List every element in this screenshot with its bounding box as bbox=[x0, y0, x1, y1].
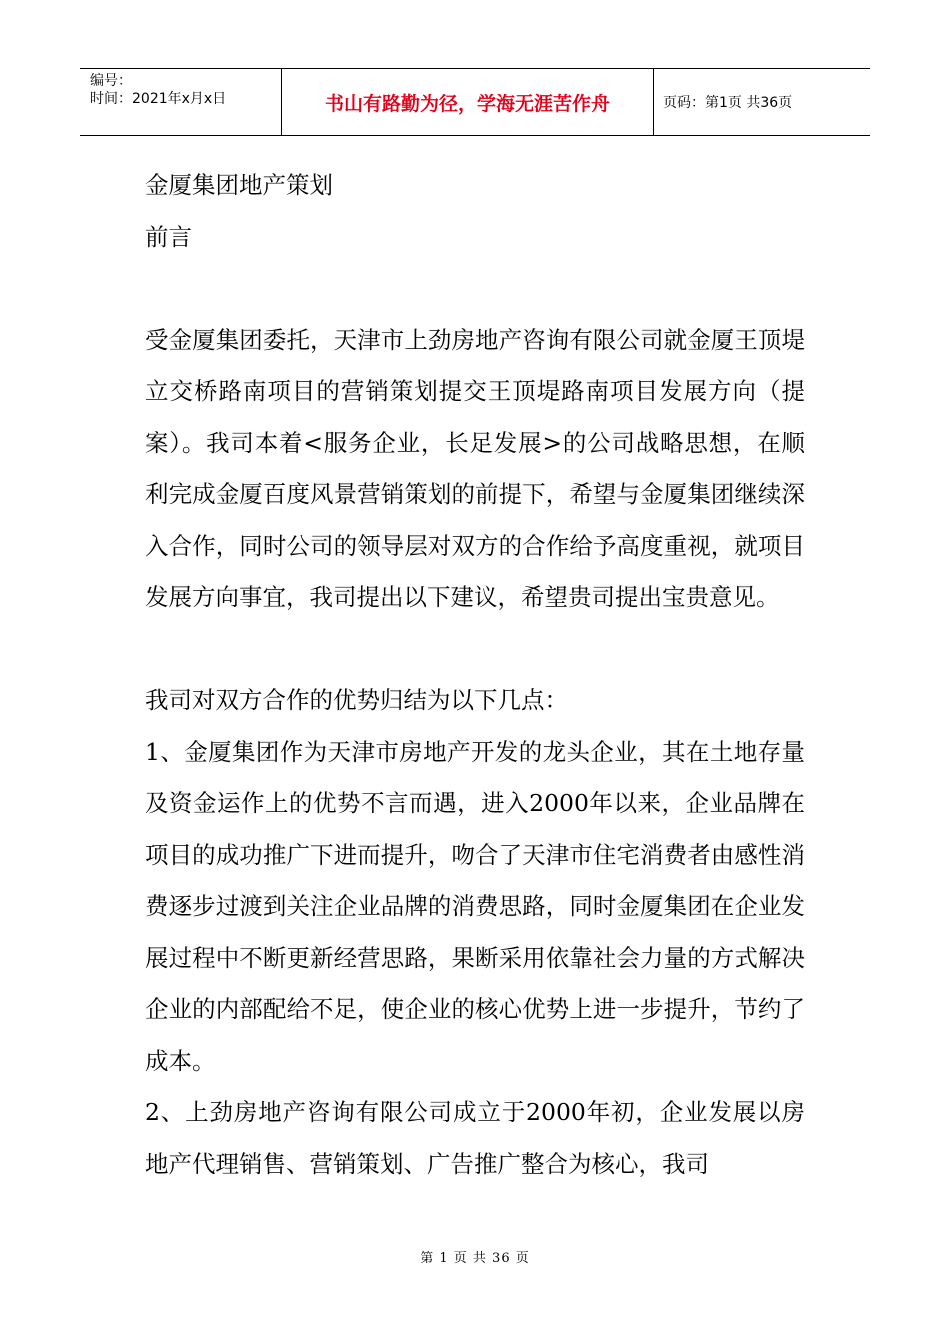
document-body bbox=[145, 160, 805, 1190]
intro-paragraph: 受金厦集团委托，天津市上劲房地产咨询有限公司就金厦王顶堤立交桥路南项目的营销策划提交王顶堤路南项目发展方向（提案）。我司本着<服务企业，长足发展>的公司战略思想，在顺利完成金厦百度风景营销策划的前提下，希望与金厦集团继续深入合作，同时公司的领导层对双方的合作给予高度重视，就项目发展方向事宜，我司提出以下建议，希望贵司提出宝贵意见。 bbox=[145, 325, 805, 611]
header-page-info bbox=[654, 69, 870, 135]
header-motto-text: 书山有路勤为径，学海无涯苦作舟 bbox=[324, 92, 610, 115]
header-motto bbox=[281, 69, 654, 135]
spacer bbox=[145, 624, 805, 676]
header-date-label: 时间：2021年x月x日 bbox=[90, 91, 227, 107]
point-1-paragraph: 1、金厦集团作为天津市房地产开发的龙头企业，其在土地存量及资金运作上的优势不言而遇，进入2000年以来，企业品牌在项目的成功推广下进而提升，吻合了天津市住宅消费者由感性消费逐步过渡到关注企业品牌的消费思路，同时金厦集团在企业发展过程中不断更新经营思路，果断采用依靠社会力量的方式解决企业的内部配给不足，使企业的核心优势上进一步提升，节约了成本。 bbox=[145, 737, 805, 1075]
page-footer: 第 1 页 共 36 页 bbox=[420, 1251, 530, 1266]
document-subtitle: 前言 bbox=[145, 222, 192, 251]
spacer bbox=[145, 263, 805, 315]
point-2-paragraph: 2、上劲房地产咨询有限公司成立于2000年初，企业发展以房地产代理销售、营销策划、广告推广整合为核心，我司 bbox=[145, 1098, 805, 1178]
document-header bbox=[80, 68, 870, 136]
advantages-heading: 我司对双方合作的优势归结为以下几点： bbox=[145, 686, 568, 714]
document-title: 金厦集团地产策划 bbox=[145, 171, 333, 199]
header-meta bbox=[80, 69, 281, 135]
header-number-label: 编号： bbox=[90, 73, 132, 89]
header-page-info-text: 页码：第1页 共36页 bbox=[663, 95, 793, 111]
